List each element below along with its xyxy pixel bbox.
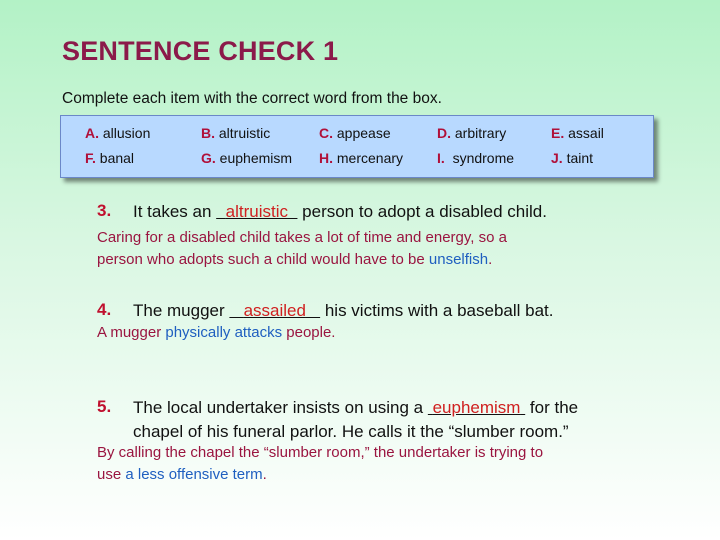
item-4-number: 4. [97,300,112,319]
item-4-explanation: A mugger physically attacks people. [97,324,336,341]
item-3-number: 3. [97,201,112,220]
slide-title: SENTENCE CHECK 1 [62,36,339,66]
word-option-a: A. allusion [85,125,151,141]
word-option-b: B. altruistic [201,125,271,141]
item-3-explanation-line2: person who adopts such a child would have to be unselfish. [97,251,493,268]
word-option-j: J. taint [551,150,594,166]
item-3-answer-blank: altruistic [225,202,288,221]
item-5-explanation-line1: By calling the chapel the “slumber room,” the undertaker is trying to [97,444,544,461]
word-option-e: E. assail [551,125,604,141]
item-5-number: 5. [97,397,112,416]
word-option-g: G. euphemism [201,150,293,166]
item-3-explanation-line1: Caring for a disabled child takes a lot of time and energy, so a [97,229,507,246]
word-option-c: C. appease [319,125,391,141]
item-3-sentence: It takes an altruistic person to adopt a disabled child. [133,202,547,221]
item-5-answer-blank: euphemism [432,398,521,417]
item-5-explanation-line2: use a less offensive term. [97,466,267,483]
word-option-f: F. banal [85,150,135,166]
word-box [60,115,654,178]
item-5-sentence-line1: The local undertaker insists on using a euphemism for the [133,398,579,417]
item-4-answer-blank: assailed [243,301,306,320]
item-4-sentence: The mugger assailed his victims with a baseball bat. [133,301,554,320]
instructions: Complete each item with the correct word from the box. [62,90,442,107]
word-option-i: I. syndrome [437,150,515,166]
word-option-d: D. arbitrary [437,125,507,141]
word-option-h: H. mercenary [319,150,404,166]
item-5-sentence-line2: chapel of his funeral parlor. He calls it the “slumber room.” [133,422,569,441]
